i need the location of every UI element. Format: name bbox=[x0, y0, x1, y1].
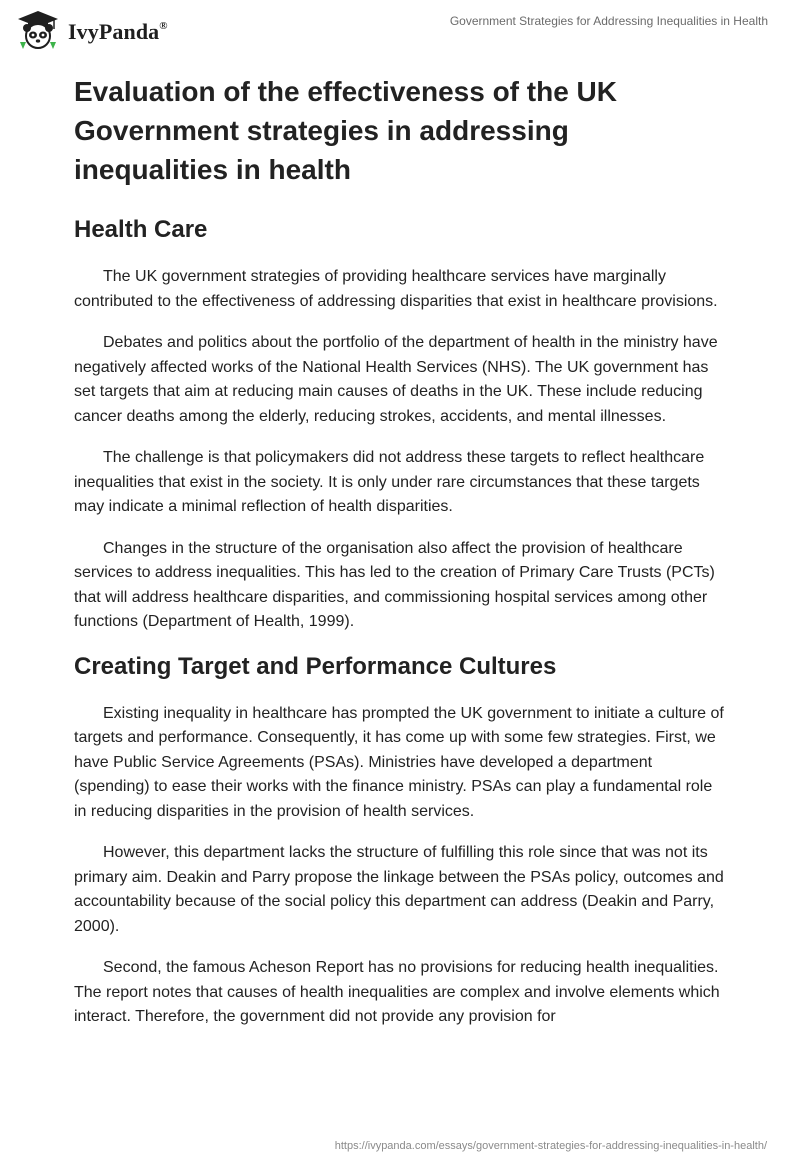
logo-wordmark: IvyPanda® bbox=[68, 19, 168, 44]
section-heading-health-care: Health Care bbox=[74, 216, 208, 243]
paragraph: Changes in the structure of the organisation also affect the provision of healthcare services to address inequalities. This has led to the creation of Primary Care Trusts (PCTs) that will address healthcare disparities, and commissioning hospital services among other functions (Department of Health, 1999). bbox=[74, 539, 715, 630]
paragraph: Existing inequality in healthcare has prompted the UK government to initiate a culture of targets and performance. Consequently, it has come up with some few strategies. First, we have Public Service Agreements (PSAs). Ministries have developed a department (spending) to ease their works with the finance ministry. PSAs can play a fundamental role in reducing disparities in the provision of health services. bbox=[74, 704, 724, 820]
article-title: Evaluation of the effectiveness of the UK Government strategies in addressing inequalities in health bbox=[74, 76, 617, 185]
section-heading-target-performance: Creating Target and Performance Cultures bbox=[74, 652, 557, 680]
ivypanda-logo[interactable] bbox=[14, 9, 168, 53]
article-body bbox=[74, 72, 726, 1047]
paragraph: The UK government strategies of providing healthcare services have marginally contributed to the effectiveness of addressing disparities that exist in healthcare provisions. bbox=[74, 268, 718, 310]
paragraph: However, this department lacks the structure of fulfilling this role since that was not its primary aim. Deakin and Parry propose the linkage between the PSAs policy, outcomes and accountability because of the social policy this department can address (Deakin and Parry, 2000). bbox=[74, 844, 724, 935]
panda-graduate-icon bbox=[14, 9, 62, 53]
header-essay-title: Government Strategies for Addressing Inequalities in Health bbox=[449, 14, 768, 28]
paragraph: Debates and politics about the portfolio of the department of health in the ministry have negatively affected works of the National Health Services (NHS). The UK government has set targets that aim at reducing main causes of deaths in the UK. These include reducing cancer deaths among the elderly, reducing strokes, accidents, and mental illnesses. bbox=[74, 334, 718, 425]
footer-source-url[interactable]: https://ivypanda.com/essays/government-strategies-for-addressing-inequalities-in-health/ bbox=[334, 1140, 767, 1152]
paragraph: Second, the famous Acheson Report has no provisions for reducing health inequalities. The report notes that causes of health inequalities are complex and involve elements which interact. Therefore, the government did not provide any provision for bbox=[74, 959, 720, 1025]
paragraph: The challenge is that policymakers did not address these targets to reflect healthcare inequalities that exist in the society. It is only under rare circumstances that these targets may indicate a minimal reflection of health disparities. bbox=[74, 449, 705, 515]
page-header bbox=[0, 0, 800, 60]
